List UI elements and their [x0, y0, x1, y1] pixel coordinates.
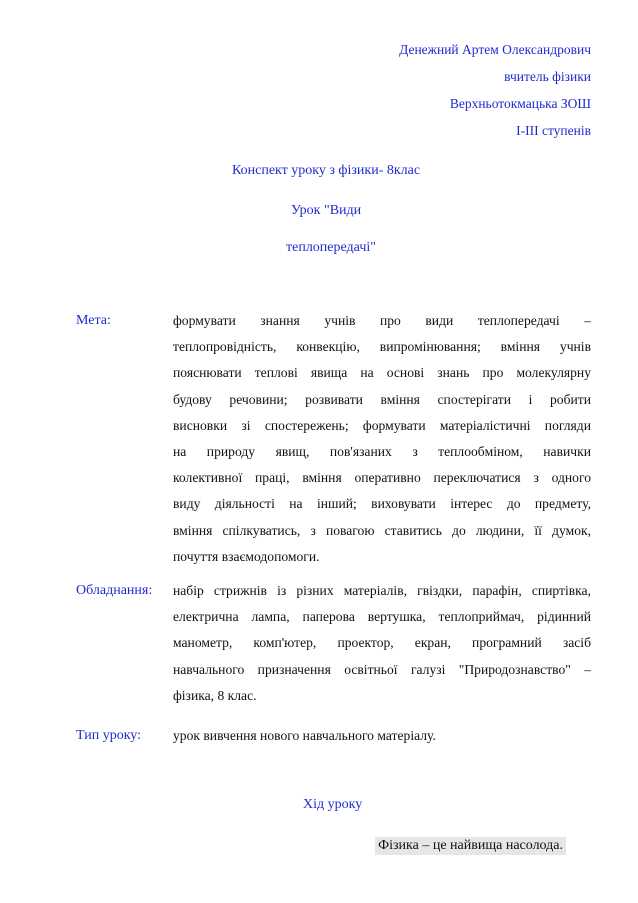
equipment-label: Обладнання: [76, 583, 153, 598]
author-name: Денежний Артем Олександрович [399, 42, 591, 57]
author-position: вчитель фізики [504, 69, 591, 84]
goal-line: виду діяльності на інший; виховувати інтерес до предмету, [173, 496, 591, 512]
summary-title: Конспект уроку з фізики- 8клас [232, 163, 421, 178]
goal-line: вміння спілкуватись, з повагою ставитись до людини, її думок, [173, 522, 591, 538]
equipment-text [173, 578, 591, 709]
goal-text [173, 308, 591, 570]
goal-line: будову речовини; розвивати вміння спостерігати і робити [173, 391, 591, 407]
goal-line: формувати знання учнів про види теплопередачі – [173, 313, 591, 328]
lesson-type-text [173, 723, 591, 749]
goal-line: почуття взаємодопомоги. [173, 548, 320, 564]
epigraph: Фізика – це найвища насолода. [375, 837, 566, 855]
equipment-line: навчального призначення освітньої галузі "Природознавство" – [173, 661, 591, 677]
goal-line: на природу явищ, пов'язаних з теплообміном, навички [173, 444, 591, 460]
lesson-title-line2: теплопередачі" [286, 240, 376, 255]
goal-label: Мета: [76, 313, 111, 328]
school-levels: І-ІІІ ступенів [516, 123, 591, 138]
equipment-line: манометр, комп'ютер, проектор, екран, програмний засіб [173, 635, 591, 651]
goal-line: висновки зі спостережень; формувати матеріалістичні погляди [173, 417, 591, 433]
equipment-line: набір стрижнів із різних матеріалів, гвіздки, парафін, спиртівка, [173, 583, 591, 598]
lesson-title-line1: Урок "Види [291, 203, 362, 218]
lesson-type-label: Тип уроку: [76, 728, 141, 743]
equipment-line: фізика, 8 клас. [173, 687, 257, 703]
goal-line: теплопровідність, конвекцію, випромінювання; вміння учнів [173, 339, 591, 355]
course-heading: Хід уроку [303, 797, 363, 812]
lesson-type-line: урок вивчення нового навчального матеріалу. [173, 728, 436, 743]
goal-line: пояснювати теплові явища на основі знань про молекулярну [173, 365, 591, 381]
equipment-line: електрична лампа, паперова вертушка, теплоприймач, рідинний [173, 609, 591, 625]
school-name: Верхньотокмацька ЗОШ [449, 96, 591, 111]
goal-line: колективної праці, вміння оперативно переключатися з одного [173, 470, 591, 486]
